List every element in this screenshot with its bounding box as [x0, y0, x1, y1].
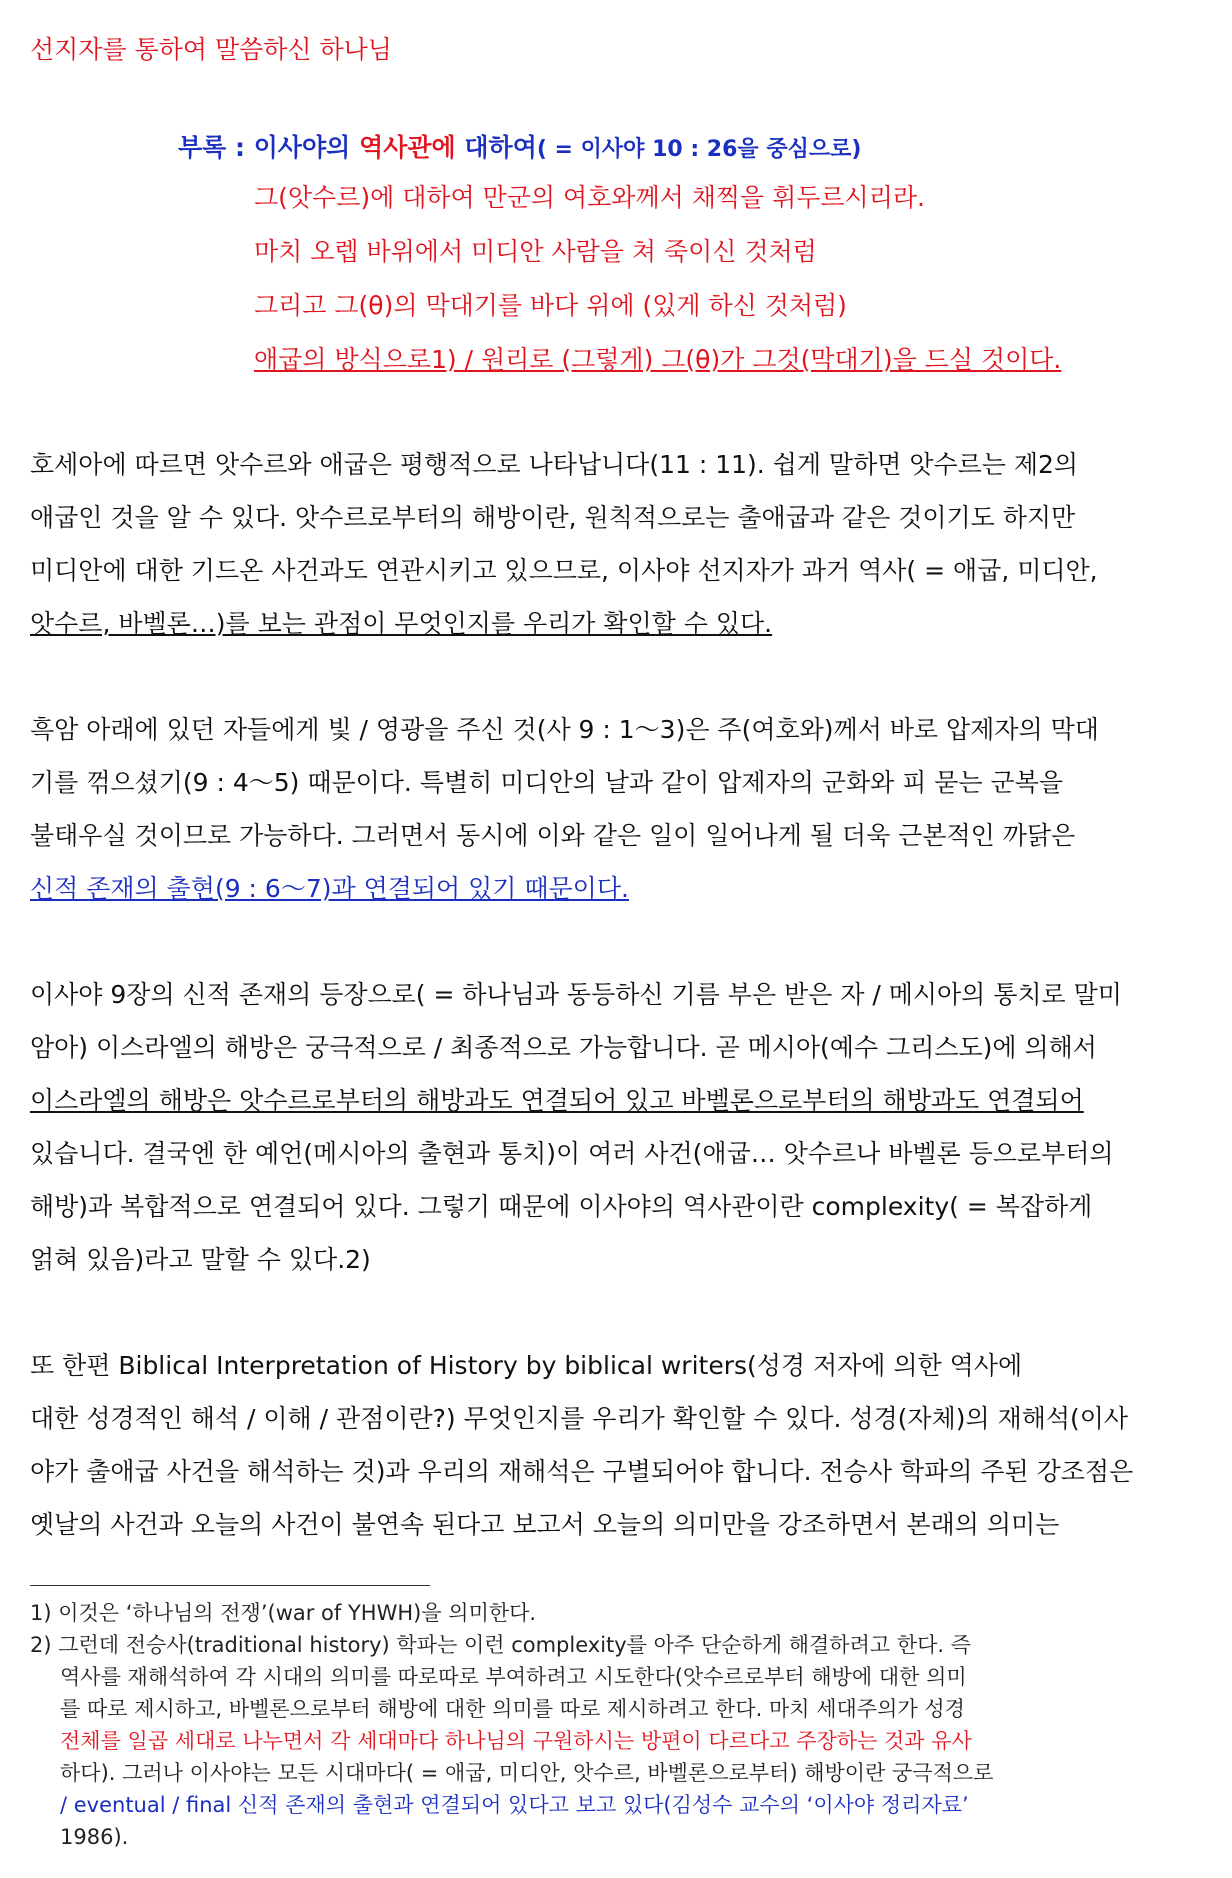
text-line: 이사야 9장의 신적 존재의 등장으로( = 하나님과 동등하신 기름 부은 받은 자 / 메시아의 통치로 말미 — [30, 980, 1122, 1009]
text-line: 얽혀 있음)라고 말할 수 있다.2) — [30, 1245, 371, 1274]
appendix-history: 역사관에 — [359, 133, 456, 162]
text-line: 대한 성경적인 해석 / 이해 / 관점이란?) 무엇인지를 우리가 확인할 수 있다. 성경(자체)의 재해석(이사 — [30, 1404, 1129, 1433]
paragraph-chapter9 — [30, 968, 1218, 1286]
text-line: 애굽인 것을 알 수 있다. 앗수르로부터의 해방이란, 원칙적으로는 출애굽과 같은 것이기도 하지만 — [30, 503, 1076, 532]
text-line: 옛날의 사건과 오늘의 사건이 불연속 된다고 보고서 오늘의 의미만을 강조하면서 본래의 의미는 — [30, 1510, 1060, 1539]
text-line: 신적 존재의 출현(9 : 6～7)과 연결되어 있기 때문이다. — [30, 874, 629, 903]
text-line: 미디안에 대한 기드온 사건과도 연관시키고 있으므로, 이사야 선지자가 과거 역사( = 애굽, 미디안, — [30, 556, 1098, 585]
text-line: 이스라엘의 해방은 앗수르로부터의 해방과도 연결되어 있고 바벨론으로부터의 해방과도 연결되어 — [30, 1086, 1084, 1115]
quote-line-2: 마치 오렙 바위에서 미디안 사람을 쳐 죽이신 것처럼 — [254, 237, 817, 266]
quote-line-1: 그(앗수르)에 대하여 만군의 여호와께서 채찍을 휘두르시리라. — [254, 183, 925, 212]
text-line: 호세아에 따르면 앗수르와 애굽은 평행적으로 나타납니다(11 : 11). 쉽게 말하면 앗수르는 제2의 — [30, 450, 1079, 479]
text-line: 불태우실 것이므로 가능하다. 그러면서 동시에 이와 같은 일이 일어나게 될 더욱 근본적인 까닭은 — [30, 821, 1076, 850]
footnote-line: 하다). 그러나 이사야는 모든 시대마다( = 애굽, 미디안, 앗수르, 바벨론으로부터) 해방이란 궁극적으로 — [60, 1761, 994, 1785]
quote-line-3: 그리고 그(θ)의 막대기를 바다 위에 (있게 하신 것처럼) — [254, 291, 847, 320]
footnote-1: 1) 이것은 ‘하나님의 전쟁’(war of YHWH)을 의미한다. — [30, 1601, 537, 1625]
footnote-line: / eventual / final 신적 존재의 출현과 연결되어 있다고 보고 있다(김성수 교수의 ‘이사야 정리자료’ — [60, 1793, 969, 1817]
paragraph-biblical-interpretation — [30, 1339, 1218, 1551]
appendix-label: 부록 : — [178, 133, 246, 162]
footnote-line: 역사를 재해석하여 각 시대의 의미를 따로따로 부여하려고 시도한다(앗수르로부터 해방에 대한 의미 — [60, 1665, 967, 1689]
text-line: 또 한편 Biblical Interpretation of History by biblical writers(성경 저자에 의한 역사에 — [30, 1351, 1023, 1380]
text-line: 해방)과 복합적으로 연결되어 있다. 그렇기 때문에 이사야의 역사관이란 complexity( = 복잡하게 — [30, 1192, 1093, 1221]
text-line: 야가 출애굽 사건을 해석하는 것)과 우리의 재해석은 구별되어야 합니다. 전승사 학파의 주된 강조점은 — [30, 1457, 1134, 1486]
footnote-line: 2) 그런데 전승사(traditional history) 학파는 이런 complexity를 아주 단순하게 해결하려고 한다. 즉 — [30, 1633, 972, 1657]
footnote-line: 전체를 일곱 세대로 나누면서 각 세대마다 하나님의 구원하시는 방편이 다르다고 주장하는 것과 유사 — [60, 1729, 972, 1753]
footnote-line: 를 따로 제시하고, 바벨론으로부터 해방에 대한 의미를 따로 제시하려고 한다. 마치 세대주의가 성경 — [60, 1697, 965, 1721]
footnote-divider — [30, 1585, 430, 1586]
text-line: 있습니다. 결국엔 한 예언(메시아의 출현과 통치)이 여러 사건(애굽… 앗수르나 바벨론 등으로부터의 — [30, 1139, 1114, 1168]
footnote-line: 1986). — [60, 1825, 129, 1849]
appendix-about: 대하여 — [464, 133, 537, 162]
appendix-reference: ( = 이사야 10 : 26을 중심으로) — [536, 137, 862, 162]
text-line: 앗수르, 바벨론…)를 보는 관점이 무엇인지를 우리가 확인할 수 있다. — [30, 609, 773, 638]
footnote-2 — [30, 1629, 1220, 1853]
appendix-heading — [178, 128, 861, 164]
text-line: 기를 꺾으셨기(9 : 4～5) 때문이다. 특별히 미디안의 날과 같이 압제자의 군화와 피 묻는 군복을 — [30, 768, 1064, 797]
page-title: 선지자를 통하여 말씀하신 하나님 — [30, 35, 392, 64]
paragraph-hosea — [30, 438, 1218, 650]
text-line: 암아) 이스라엘의 해방은 궁극적으로 / 최종적으로 가능합니다. 곧 메시아(예수 그리스도)에 의해서 — [30, 1033, 1097, 1062]
paragraph-darkness — [30, 703, 1218, 915]
quote-line-4: 애굽의 방식으로1) / 원리로 (그렇게) 그(θ)가 그것(막대기)을 드실 것이다. — [254, 345, 1062, 374]
text-line: 흑암 아래에 있던 자들에게 빛 / 영광을 주신 것(사 9 : 1～3)은 주(여호와)께서 바로 압제자의 막대 — [30, 715, 1099, 744]
appendix-isaiah: 이사야의 — [253, 133, 351, 162]
